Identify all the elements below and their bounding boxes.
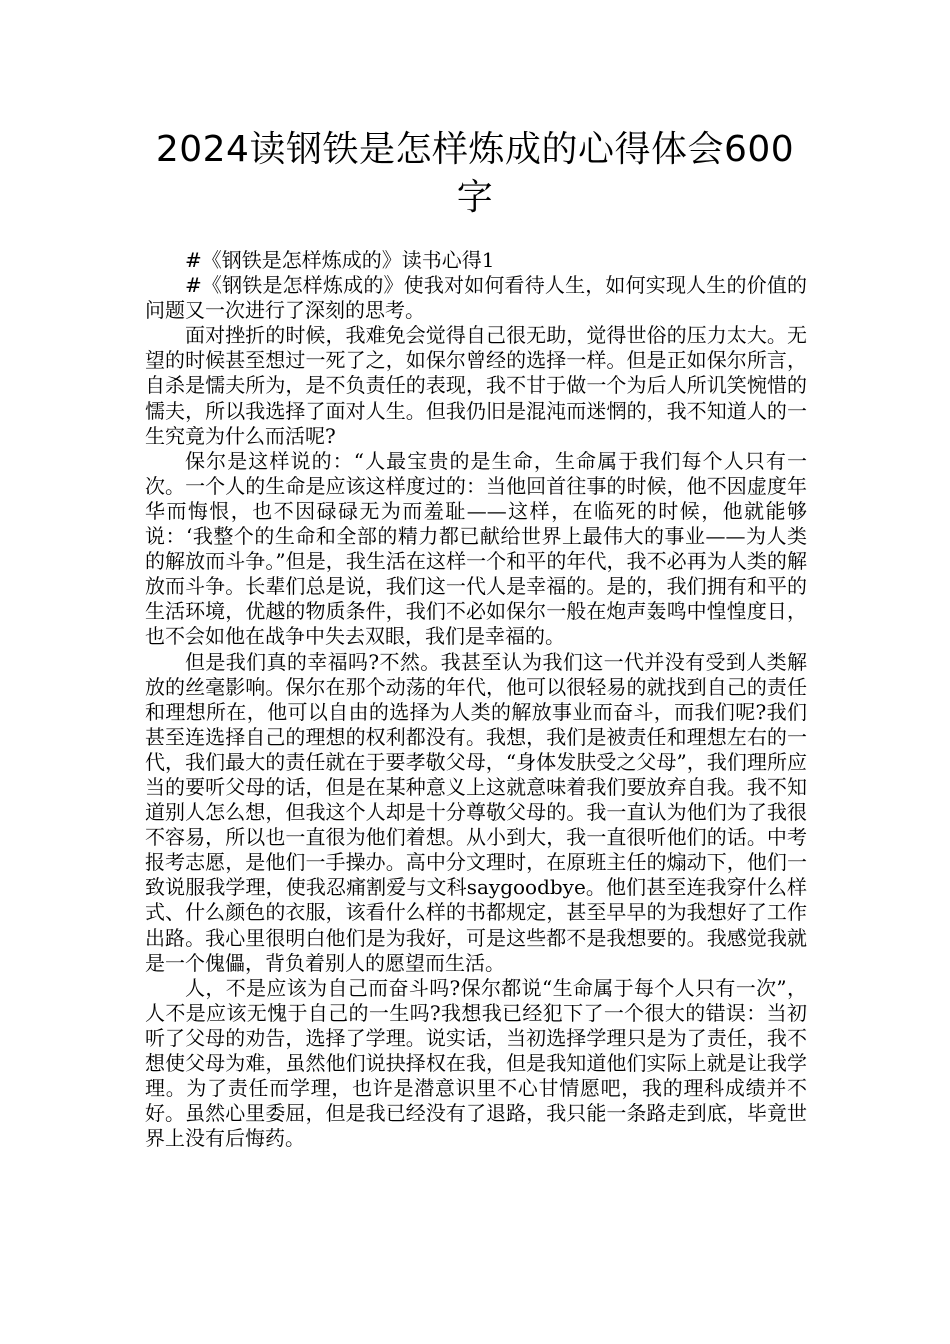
paragraph: #《钢铁是怎样炼成的》使我对如何看待人生，如何实现人生的价值的问题又一次进行了深刻的思考。 [145,273,807,323]
paragraph: 但是我们真的幸福吗?不然。我甚至认为我们这一代并没有受到人类解放的丝毫影响。保尔在那个动荡的年代，他可以很轻易的就找到自己的责任和理想所在，他可以自由的选择为人类的解放事业而奋斗，而我们呢?我们甚至连选择自己的理想的权利都没有。我想，我们是被责任和理想左右的一代，我们最大的责任就在于要孝敬父母，“身体发肤受之父母”，我们理所应当的要听父母的话，但是在某种意义上这就意味着我们要放弃自我。我不知道别人怎么想，但我这个人却是十分尊敬父母的。我一直认为他们为了我很不容易，所以也一直很为他们着想。从小到大，我一直很听他们的话。中考报考志愿，是他们一手操办。高中分文理时，在原班主任的煽动下，他们一致说服我学理，使我忍痛割爱与文科saygoodbye。他们甚至连我穿什么样式、什么颜色的衣服，该看什么样的书都规定，甚至早早的为我想好了工作出路。我心里很明白他们是为我好，可是这些都不是我想要的。我感觉我就是一个傀儡，背负着别人的愿望而生活。 [145,649,807,975]
paragraph: 面对挫折的时候，我难免会觉得自己很无助，觉得世俗的压力太大。无望的时候甚至想过一死了之，如保尔曾经的选择一样。但是正如保尔所言，自杀是懦夫所为，是不负责任的表现，我不甘于做一个为后人所讥笑惋惜的懦夫，所以我选择了面对人生。但我仍旧是混沌而迷惘的，我不知道人的一生究竟为什么而活呢? [145,323,807,448]
paragraph-heading-line: #《钢铁是怎样炼成的》读书心得1 [185,248,495,272]
document-title: 2024读钢铁是怎样炼成的心得体会600字 [155,129,795,218]
paragraph: 保尔是这样说的：“人最宝贵的是生命，生命属于我们每个人只有一次。一个人的生命是应该这样度过的：当他回首往事的时候，他不因虚度年华而悔恨，也不因碌碌无为而羞耻——这样，在临死的时候，他就能够说：‘我整个的生命和全部的精力都已献给世界上最伟大的事业——为人类的解放而斗争。”但是，我生活在这样一个和平的年代，我不必再为人类的解放而斗争。长辈们总是说，我们这一代人是幸福的。是的，我们拥有和平的生活环境，优越的物质条件，我们不必如保尔一般在炮声轰鸣中惶惶度日，也不会如他在战争中失去双眼，我们是幸福的。 [145,448,807,649]
paragraph: 人，不是应该为自己而奋斗吗?保尔都说“生命属于每个人只有一次”，人不是应该无愧于自己的一生吗?我想我已经犯下了一个很大的错误：当初听了父母的劝告，选择了学理。说实话，当初选择学理只是为了责任，我不想使父母为难，虽然他们说抉择权在我，但是我知道他们实际上就是让我学理。为了责任而学理，也许是潜意识里不心甘情愿吧，我的理科成绩并不好。虽然心里委屈，但是我已经没有了退路，我只能一条路走到底，毕竟世界上没有后悔药。 [145,975,807,1151]
document-body [145,248,807,1151]
